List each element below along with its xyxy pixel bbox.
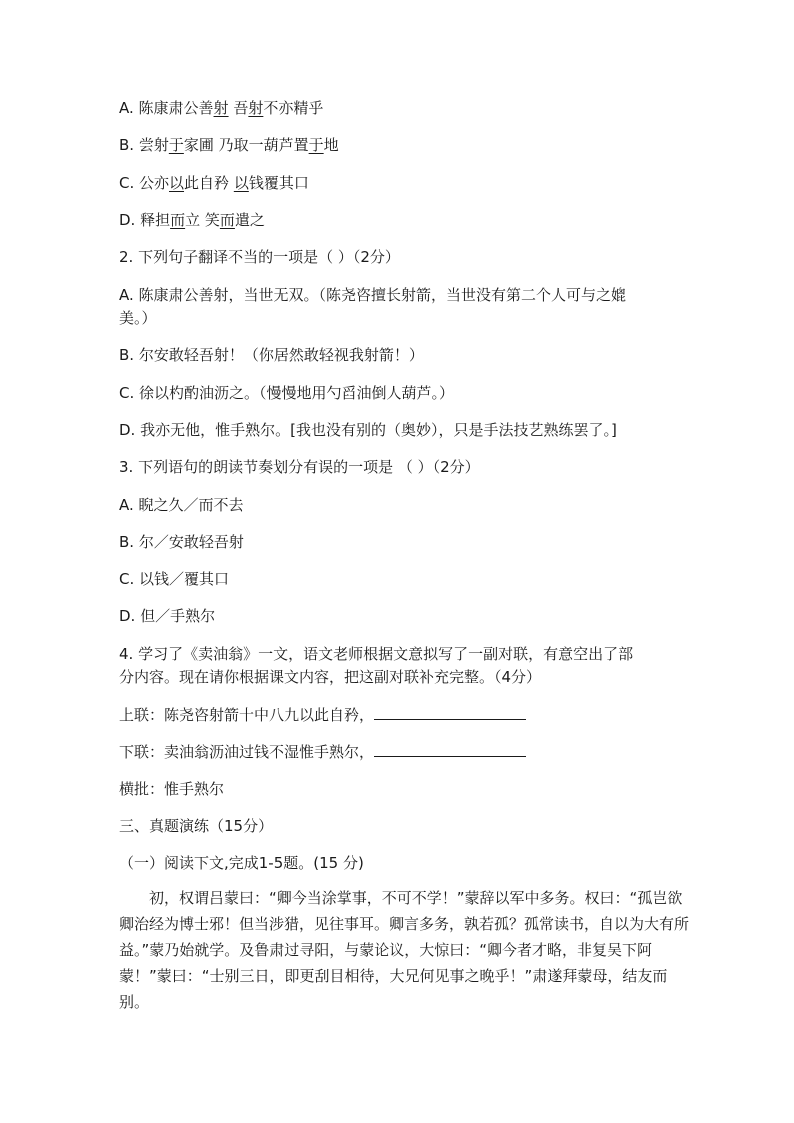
q1-option-c: C. 公亦以此自矜 以钱覆其口 (119, 174, 309, 192)
q3-option-a: A. 睨之久／而不去 (119, 496, 244, 514)
q1-option-d: D. 释担而立 笑而遣之 (119, 211, 265, 229)
reading-passage: 初，权谓吕蒙曰：“卿今当涂掌事，不可不学！”蒙辞以军中多务。权曰：“孤岂欲卿治经为博士邪！但当涉猎，见往事耳。卿言多务，孰若孤？孤常读书，自以为大有所益。”蒙乃始就学。及鲁肃过寻阳，与蒙论议，大惊曰：“卿今者才略，非复吴下阿蒙！”蒙曰：“士别三日，即更刮目相待，大兄何见事之晚乎！”肃遂拜蒙母，结友而别。 (119, 889, 690, 1011)
q3-option-d: D. 但／手熟尔 (119, 607, 216, 625)
q1-option-b: B. 尝射于家圃 乃取一葫芦置于地 (119, 136, 339, 154)
section-heading: 三、真题演练（15分） (119, 817, 274, 835)
q3-question: 3. 下列语句的朗读节奏划分有误的一项是 （ ）（2分） (119, 458, 480, 476)
q2-option-a-line1: A. 陈康肃公善射，当世无双。（陈尧咨擅长射箭，当世没有第二个人可与之媲 (119, 286, 627, 304)
q2-option-c: C. 徐以杓酌油沥之。（慢慢地用勺舀油倒人葫芦。） (119, 384, 455, 402)
q3-option-c: C. 以钱／覆其口 (119, 570, 230, 588)
q1-option-a: A. 陈康肃公善射 吾射不亦精乎 (119, 99, 324, 117)
q4-lower-couplet: 下联：卖油翁沥油过钱不湿惟手熟尔， (119, 742, 526, 762)
q2-option-d: D. 我亦无他，惟手熟尔。[我也没有别的（奥妙），只是手法技艺熟练罢了。] (119, 421, 617, 439)
q4-question-line1: 4. 学习了《卖油翁》一文，语文老师根据文意拟写了一副对联，有意空出了部 (119, 645, 634, 663)
answer-blank-upper[interactable] (374, 705, 526, 720)
q2-option-b: B. 尔安敢轻吾射！（你居然敢轻视我射箭！） (119, 346, 424, 364)
q4-upper-couplet: 上联：陈尧咨射箭十中八九以此自矜， (119, 705, 526, 725)
q3-option-b: B. 尔／安敢轻吾射 (119, 533, 244, 551)
reading-instructions: （一）阅读下文,完成1-5题。(15 分) (119, 854, 364, 872)
q2-option-a-line2: 美。） (119, 309, 157, 327)
q2-question: 2. 下列句子翻译不当的一项是（ ）（2分） (119, 248, 400, 266)
answer-blank-lower[interactable] (374, 742, 526, 757)
q4-question-line2: 分内容。现在请你根据课文内容，把这副对联补充完整。（4分） (119, 668, 542, 686)
q4-horizontal-scroll: 横批：惟手熟尔 (119, 780, 225, 798)
